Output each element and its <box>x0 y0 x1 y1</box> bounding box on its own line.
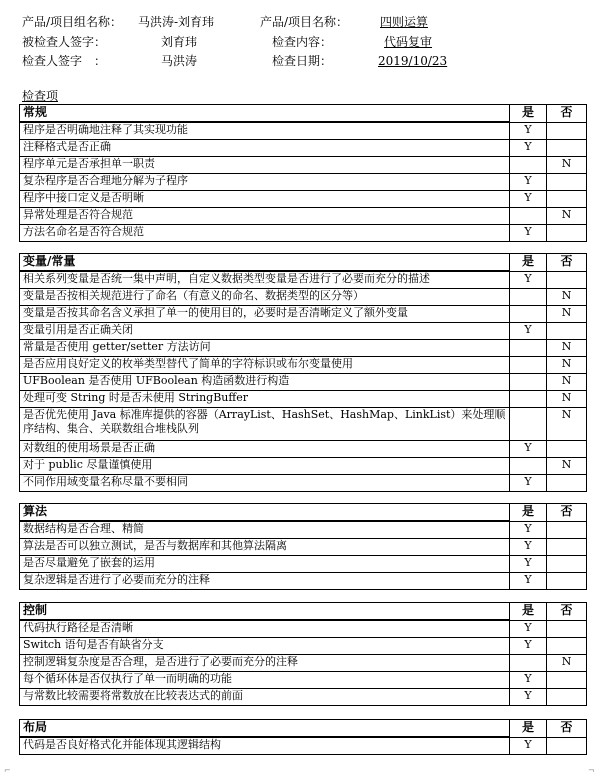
yes-mark: Y <box>510 122 547 140</box>
yes-mark: Y <box>510 323 547 340</box>
table-row <box>20 556 587 573</box>
table-row <box>20 475 587 492</box>
yes-mark: Y <box>510 225 547 242</box>
yes-mark <box>510 408 547 441</box>
inspector-sign-label: 检查人签字 ： <box>22 54 107 68</box>
table-row <box>20 374 587 391</box>
no-column-header: 否 <box>547 603 587 621</box>
no-mark: N <box>547 655 587 672</box>
section-header-row <box>20 603 587 621</box>
section-title: 控制 <box>20 603 510 621</box>
table-row <box>20 225 587 242</box>
yes-mark <box>510 208 547 225</box>
product-name-label: 产品/项目名称： <box>260 15 349 29</box>
item-text: 常量是否使用 getter/setter 方法访问 <box>20 340 510 357</box>
no-mark: N <box>547 340 587 357</box>
no-mark <box>547 323 587 340</box>
item-text: 对数组的使用场景是否正确 <box>20 441 510 458</box>
yes-mark: Y <box>510 191 547 208</box>
section-table-layout <box>19 719 587 755</box>
table-row <box>20 408 587 441</box>
no-mark <box>547 271 587 289</box>
yes-mark <box>510 458 547 475</box>
no-mark <box>547 475 587 492</box>
product-group-value: 马洪涛-刘育玮 <box>138 15 215 29</box>
table-row <box>20 191 587 208</box>
table-row <box>20 458 587 475</box>
section-table-algorithm <box>19 503 587 590</box>
item-text: 处理可变 String 时是否未使用 StringBuffer <box>20 391 510 408</box>
item-text: 程序单元是否承担单一职责 <box>20 157 510 174</box>
no-mark: N <box>547 157 587 174</box>
item-text: 变量引用是否正确关闭 <box>20 323 510 340</box>
yes-mark: Y <box>510 271 547 289</box>
item-text: 不同作用域变量名称尽量不要相同 <box>20 475 510 492</box>
page-corner-mark-left: ⌐ <box>4 766 11 775</box>
item-text: 是否优先使用 Java 标准库提供的容器（ArrayList、HashSet、HashMap、LinkList）来处理顺序结构、集合、关联数组合堆栈队列 <box>20 408 510 441</box>
page-corner-mark-right: ¬ <box>588 766 595 775</box>
yes-mark: Y <box>510 140 547 157</box>
item-text: 程序是否明确地注释了其实现功能 <box>20 122 510 140</box>
yes-mark <box>510 340 547 357</box>
yes-mark: Y <box>510 521 547 539</box>
item-text: 是否尽量避免了嵌套的运用 <box>20 556 510 573</box>
yes-mark: Y <box>510 539 547 556</box>
table-row <box>20 689 587 706</box>
no-mark: N <box>547 306 587 323</box>
section-table-control <box>19 602 587 706</box>
yes-column-header: 是 <box>510 720 547 738</box>
inspected-sign-label: 被检查人签字： <box>22 35 107 49</box>
check-date-value: 2019/10/23 <box>378 54 448 68</box>
table-row <box>20 573 587 590</box>
item-text: 方法名命名是否符合规范 <box>20 225 510 242</box>
product-group-label: 产品/项目组名称： <box>22 15 123 29</box>
section-title: 常规 <box>20 105 510 123</box>
table-row <box>20 306 587 323</box>
table-row <box>20 208 587 225</box>
item-text: 控制逻辑复杂度是否合理，是否进行了必要而充分的注释 <box>20 655 510 672</box>
yes-mark <box>510 374 547 391</box>
check-content-label: 检查内容： <box>272 35 333 49</box>
no-column-header: 否 <box>547 720 587 738</box>
inspector-sign-value: 马洪涛 <box>161 54 198 68</box>
item-text: 程序中接口定义是否明晰 <box>20 191 510 208</box>
table-row <box>20 638 587 655</box>
no-mark <box>547 539 587 556</box>
section-title: 变量/常量 <box>20 254 510 272</box>
yes-column-header: 是 <box>510 254 547 272</box>
section-table-variables <box>19 253 587 492</box>
yes-mark: Y <box>510 620 547 638</box>
item-text: 变量是否按相关规范进行了命名（有意义的命名、数据类型的区分等） <box>20 289 510 306</box>
yes-mark <box>510 655 547 672</box>
no-mark <box>547 191 587 208</box>
table-row <box>20 391 587 408</box>
no-column-header: 否 <box>547 254 587 272</box>
no-mark <box>547 225 587 242</box>
yes-mark: Y <box>510 174 547 191</box>
yes-mark <box>510 357 547 374</box>
no-mark: N <box>547 357 587 374</box>
yes-mark <box>510 391 547 408</box>
yes-column-header: 是 <box>510 603 547 621</box>
no-mark: N <box>547 289 587 306</box>
table-row <box>20 140 587 157</box>
item-text: 算法是否可以独立测试，是否与数据库和其他算法隔离 <box>20 539 510 556</box>
section-header-row <box>20 105 587 123</box>
no-mark: N <box>547 391 587 408</box>
item-text: 每个循环体是否仅执行了单一而明确的功能 <box>20 672 510 689</box>
table-row <box>20 174 587 191</box>
no-mark <box>547 737 587 755</box>
no-mark <box>547 441 587 458</box>
no-mark <box>547 140 587 157</box>
table-row <box>20 289 587 306</box>
item-text: 对于 public 尽量谨慎使用 <box>20 458 510 475</box>
table-row <box>20 340 587 357</box>
no-mark <box>547 521 587 539</box>
yes-column-header: 是 <box>510 105 547 123</box>
inspected-sign-value: 刘育玮 <box>161 35 198 49</box>
no-column-header: 否 <box>547 504 587 522</box>
yes-column-header: 是 <box>510 504 547 522</box>
no-mark <box>547 122 587 140</box>
table-row <box>20 357 587 374</box>
section-header-row <box>20 504 587 522</box>
section-header-row <box>20 254 587 272</box>
table-row <box>20 441 587 458</box>
no-column-header: 否 <box>547 105 587 123</box>
yes-mark: Y <box>510 638 547 655</box>
table-row <box>20 122 587 140</box>
table-row <box>20 157 587 174</box>
section-title: 布局 <box>20 720 510 738</box>
no-mark <box>547 638 587 655</box>
yes-mark <box>510 289 547 306</box>
no-mark <box>547 689 587 706</box>
yes-mark: Y <box>510 573 547 590</box>
no-mark: N <box>547 374 587 391</box>
item-text: Switch 语句是否有缺省分支 <box>20 638 510 655</box>
item-text: 代码是否良好格式化并能体现其逻辑结构 <box>20 737 510 755</box>
item-text: 变量是否按其命名含义承担了单一的使用目的，必要时是否清晰定义了额外变量 <box>20 306 510 323</box>
yes-mark: Y <box>510 475 547 492</box>
table-row <box>20 737 587 755</box>
table-row <box>20 655 587 672</box>
item-text: 与常数比较需要将常数放在比较表达式的前面 <box>20 689 510 706</box>
item-text: 异常处理是否符合规范 <box>20 208 510 225</box>
no-mark: N <box>547 208 587 225</box>
item-text: 数据结构是否合理、精简 <box>20 521 510 539</box>
no-mark <box>547 556 587 573</box>
table-row <box>20 672 587 689</box>
table-row <box>20 539 587 556</box>
table-row <box>20 620 587 638</box>
check-date-label: 检查日期： <box>272 54 333 68</box>
check-content-value: 代码复审 <box>384 35 433 49</box>
yes-mark: Y <box>510 556 547 573</box>
item-text: UFBoolean 是否使用 UFBoolean 构造函数进行构造 <box>20 374 510 391</box>
no-mark <box>547 620 587 638</box>
yes-mark <box>510 157 547 174</box>
section-header-row <box>20 720 587 738</box>
check-items-label: 检查项 <box>22 89 59 103</box>
no-mark <box>547 174 587 191</box>
table-row <box>20 323 587 340</box>
item-text: 注释格式是否正确 <box>20 140 510 157</box>
item-text: 复杂程序是否合理地分解为子程序 <box>20 174 510 191</box>
yes-mark: Y <box>510 689 547 706</box>
yes-mark: Y <box>510 672 547 689</box>
yes-mark <box>510 306 547 323</box>
section-title: 算法 <box>20 504 510 522</box>
no-mark <box>547 573 587 590</box>
no-mark <box>547 672 587 689</box>
yes-mark: Y <box>510 737 547 755</box>
item-text: 相关系列变量是否统一集中声明，自定义数据类型变量是否进行了必要而充分的描述 <box>20 271 510 289</box>
table-row <box>20 271 587 289</box>
table-row <box>20 521 587 539</box>
product-name-value: 四则运算 <box>380 15 429 29</box>
item-text: 复杂逻辑是否进行了必要而充分的注释 <box>20 573 510 590</box>
item-text: 是否应用良好定义的枚举类型替代了简单的字符标识或布尔变量使用 <box>20 357 510 374</box>
section-table-general <box>19 104 587 242</box>
no-mark: N <box>547 408 587 441</box>
no-mark: N <box>547 458 587 475</box>
yes-mark: Y <box>510 441 547 458</box>
item-text: 代码执行路径是否清晰 <box>20 620 510 638</box>
